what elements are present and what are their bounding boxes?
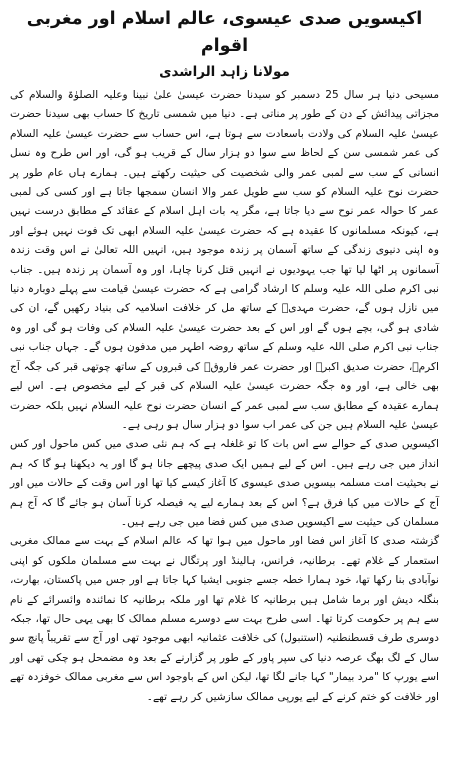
article-paragraph-2: اکیسویں صدی کے حوالے سے اس بات کا تو غلغلہ ہے کہ ہم نئی صدی میں کس ماحول اور کس انداز میں جی رہے ہیں۔ اس کے لیے ہمیں ایک صدی پیچھے جانا ہو گا اور یہ دیکھنا ہو گا کہ ہم نے بحیثیت امت مسلمہ بیسویں صدی عیسوی کا آغاز کیسے کیا تھا اور اس وقت کے حالات میں اور آج کے حالات میں کیا فرق ہے؟ اس کے بعد ہمارے لیے یہ فیصلہ کرنا آسان ہو جائے گا کہ آج ہم مسلمان کی حیثیت سے اکیسویں صدی میں کس فضا میں جی رہے ہیں۔ bbox=[10, 438, 439, 528]
article-title: اکیسویں صدی عیسوی، عالم اسلام اور مغربی اقوام bbox=[26, 9, 423, 56]
article-paragraph-1: مسیحی دنیا ہر سال 25 دسمبر کو سیدنا حضرت عیسیٰ علیٰ نبینا وعلیہ الصلوٰۃ والسلام کی مجزاتی پیدائش کے دن کے طور پر مناتی ہے۔ دنیا میں شمسی تاریخ کا حساب بھی سیدنا حضرت عیسیٰ علیہ السلام کی ولادت باسعادت سے ہوتا ہے، اس حساب سے حضرت عیسیٰ علیہ السلام کی عمر شمسی سن کے لحاظ سے سوا دو ہزار سال کے قریب ہو گی، اور اس طرح وہ نسل انسانی کے سب سے لمبی عمر والی شخصیت کی حیثیت رکھتے ہیں۔ ہمارے ہاں عام طور پر حضرت نوح علیہ السلام کو سب سے طویل عمر والا انسان سمجھا جاتا ہے اور کسی کی لمبی عمر کا حوالہ عمر نوح سے دیا جاتا ہے، مگر یہ بات اہل اسلام کے عقائد کے مطابق درست نہیں ہے، کیونکہ مسلمانوں کا عقیدہ ہے کہ حضرت عیسیٰ علیہ السلام ابھی تک فوت نہیں ہوئے اور وہ اپنی دنیوی زندگی کے ساتھ آسمان پر زندہ موجود ہیں، انہیں اللہ تعالیٰ نے اس وقت زندہ آسمانوں پر اٹھا لیا تھا جب یہودیوں نے انہیں قتل کرنا چاہا، اور وہ آسمان پر زندہ ہیں۔ جناب نبی اکرم صلی اللہ علیہ وسلم کا ارشاد گرامی ہے کہ حضرت عیسیٰ قیامت سے پہلے دوبارہ دنیا میں نازل ہوں گے، حضرت مہدیؑ کے ساتھ مل کر خلافت اسلامیہ کی بنیاد رکھیں گے، ان کی شادی ہو گی، بچے ہوں گے اور اس کے بعد حضرت عیسیٰ علیہ السلام کی وفات ہو گی اور وہ جناب نبی اکرم صلی اللہ علیہ وسلم کے ساتھ روضہ اطہر میں مدفون ہوں گے۔ جہاں جناب نبی اکرمؐ، حضرت صدیق اکبرؓ اور حضرت عمر فاروقؓ کی قبروں کے ساتھ چوتھی قبر کی جگہ آج بھی خالی ہے، اور وہ جگہ حضرت عیسیٰ علیہ السلام کی قبر کے لیے مخصوص ہے۔ اس لیے ہمارے عقیدہ کے مطابق سب سے لمبی عمر کے انسان حضرت نوح علیہ السلام نہیں بلکہ حضرت عیسیٰ علیہ السلام ہیں جن کی عمر اب سوا دو ہزار سال ہو رہی ہے۔ bbox=[10, 89, 439, 431]
article-paragraph-3: گزشتہ صدی کا آغاز اس فضا اور ماحول میں ہوا تھا کہ عالم اسلام کے بہت سے ممالک مغربی استعمار کے غلام تھے۔ برطانیہ، فرانس، ہالینڈ اور پرتگال نے بہت سے مسلمان ملکوں کو اپنی نوآبادی بنا رکھا تھا، خود ہمارا خطہ جسے جنوبی ایشیا کہا جاتا ہے اور جس میں پاکستان، بھارت، بنگلہ دیش اور برما شامل ہیں برطانیہ کا غلام تھا اور ملکہ برطانیہ کا نمائندہ وائسرائے کے نام سے ہم پر حکومت کرتا تھا۔ اسی طرح بہت سے دوسرے مسلم ممالک کا بھی یہی حال تھا، جبکہ دوسری طرف قسطنطنیہ (استنبول) کی خلافت عثمانیہ ابھی موجود تھی اور آج سے تقریباً پانچ سو سال کے لگ بھگ عرصہ دنیا کی سپر پاور کے طور پر گزارنے کے بعد وہ مضمحل ہو چکی تھی اور اسے یورپ کا "مرد بیمار" کہا جانے لگا تھا، لیکن اس کے باوجود اس سے مغربی ممالک خوفزدہ تھے اور خلافت کو ختم کرنے کے لیے یورپی ممالک سازشیں کر رہے تھے۔ bbox=[10, 535, 439, 703]
article-body bbox=[10, 86, 439, 707]
article-author: مولانا زاہد الراشدی bbox=[159, 64, 290, 80]
